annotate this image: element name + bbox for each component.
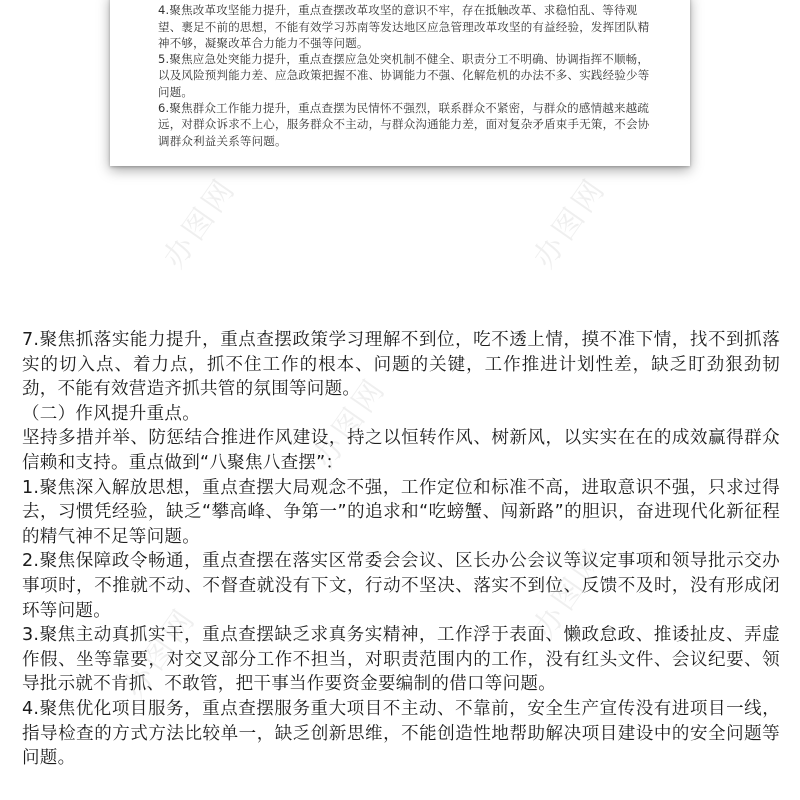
watermark: 办图网 (306, 371, 394, 475)
paragraph: 2.聚焦保障政令畅通，重点查摆在落实区常委会会议、区长办公会议等议定事项和领导批示交办事项时，不推就不动、不督查就没有下文，行动不坚决、落实不到位、反馈不及时，没有形成闭环等问题。 (22, 551, 780, 621)
paragraph: 4.聚焦优化项目服务，重点查摆服务重大项目不主动、不靠前，安全生产宣传没有进项目一线，指导检查的方式方法比较单一，缺乏创新思维，不能创造性地帮助解决项目建设中的安全问题等问题。 (22, 698, 780, 769)
watermark: 办图网 (526, 171, 614, 275)
section-heading: （二）作风提升重点。 (22, 403, 200, 424)
document-preview-card (110, 0, 690, 166)
watermark: 办图网 (156, 171, 244, 275)
card-paragraph: 6.聚焦群众工作能力提升，重点查摆为民情怀不强烈，联系群众不紧密，与群众的感情越来越疏远，对群众诉求不上心，服务群众不主动，与群众沟通能力差，面对复杂矛盾束手无策，不会协调群众利益关系等问题。 (158, 101, 650, 148)
card-paragraph: 4.聚焦改革攻坚能力提升，重点查摆改革攻坚的意识不牢，存在抵触改革、求稳怕乱、等待观望、裹足不前的思想，不能有效学习苏南等发达地区应急管理改革攻坚的有益经验，发挥团队精神不够，凝聚改革合力能力不强等问题。 (158, 3, 650, 50)
paragraph: 坚持多措并举、防惩结合推进作风建设，持之以恒转作风、树新风，以实实在在的成效赢得群众信赖和支持。重点做到“八聚焦八查摆”： (22, 428, 780, 473)
watermark: 办图网 (116, 601, 204, 705)
card-paragraph: 5.聚焦应急处突能力提升，重点查摆应急处突机制不健全、职责分工不明确、协调指挥不顺畅，以及风险预判能力差、应急政策把握不准、协调能力不强、化解危机的办法不多、实践经验少等问题。 (158, 52, 650, 99)
watermark: 办图网 (526, 541, 614, 645)
paragraph: 7.聚焦抓落实能力提升，重点查摆政策学习理解不到位，吃不透上情，摸不准下情，找不到抓落实的切入点、着力点，抓不住工作的根本、问题的关键，工作推进计划性差，缺乏盯劲狠劲韧劲，不能有效营造齐抓共管的氛围等问题。 (22, 330, 780, 400)
paragraph: 1.聚焦深入解放思想，重点查摆大局观念不强，工作定位和标准不高，进取意识不强，只求过得去，习惯凭经验，缺乏“攀高峰、争第一”的追求和“吃螃蟹、闯新路”的胆识，奋进现代化新征程的精气神不足等问题。 (22, 477, 780, 547)
paragraph: 3.聚焦主动真抓实干，重点查摆缺乏求真务实精神，工作浮于表面、懒政怠政、推诿扯皮、弄虚作假、坐等靠要，对交叉部分工作不担当，对职责范围内的工作，没有红头文件、会议纪要、领导批示就不肯抓、不敢管，把干事当作要资金要编制的借口等问题。 (22, 625, 780, 695)
main-text (22, 328, 780, 771)
